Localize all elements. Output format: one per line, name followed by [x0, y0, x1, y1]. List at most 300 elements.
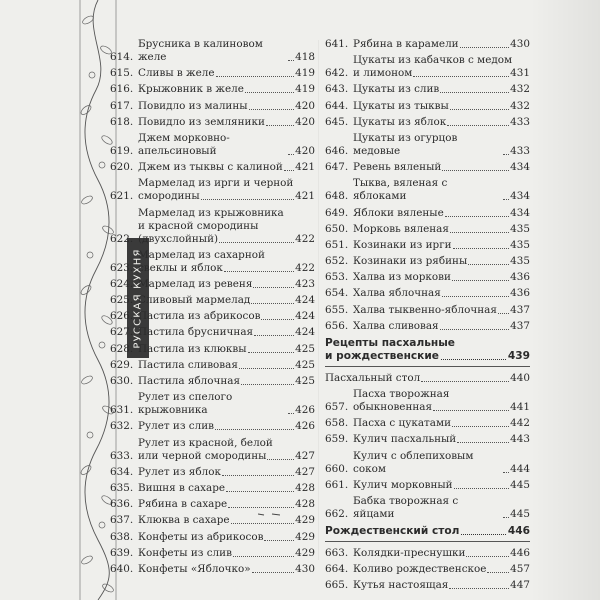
entry-title: Козинаки из ирги [353, 238, 452, 251]
entry-title: Морковь вяленая [353, 222, 449, 235]
entry-number: 642. [325, 67, 349, 80]
entry-number: 621. [110, 190, 134, 203]
toc-entry [325, 304, 530, 317]
entry-number: 625. [110, 294, 134, 307]
entry-title: Пасха с цукатами [353, 417, 451, 430]
entry-title: Джем из тыквы с калиной [138, 161, 283, 174]
entry-page-number: 422 [295, 261, 315, 274]
entry-number: 622. [110, 232, 134, 245]
entry-number: 641. [325, 38, 349, 50]
entry-title: Сливовый мармелад [138, 294, 251, 307]
entry-body [138, 482, 315, 495]
section-heading-last-line [325, 525, 530, 538]
entry-page-number: 419 [295, 67, 315, 80]
toc-entry [110, 132, 315, 158]
entry-page-number: 432 [510, 99, 530, 112]
toc-entry [110, 498, 315, 511]
entry-title: Колядки-преснушки [353, 546, 466, 559]
entry-title: Мармелад из ревеня [138, 277, 253, 290]
entry-title: Конфеты «Яблочко» [138, 562, 251, 575]
entry-number: 645. [325, 115, 349, 128]
entry-number: 638. [110, 530, 134, 543]
entry-body [353, 161, 530, 174]
entry-number: 629. [110, 358, 134, 371]
entry-body [138, 326, 315, 339]
section-heading-line: Рецепты пасхальные [325, 336, 455, 349]
entry-body [353, 579, 530, 592]
entry-body [138, 132, 315, 158]
entry-number: 654. [325, 287, 349, 300]
entry-body [353, 271, 530, 284]
entry-title-line: Рулет из красной, белой [138, 436, 273, 449]
toc-entry [325, 239, 530, 252]
entry-number: 635. [110, 481, 134, 494]
entry-title: (двухслойный) [138, 232, 219, 245]
entry-body [353, 116, 530, 129]
dot-leader [452, 426, 509, 427]
toc-entry [110, 116, 315, 129]
entry-body [353, 38, 530, 51]
dot-leader [433, 410, 509, 411]
entry-title: Джем морковно-апельсиновый [138, 131, 230, 157]
toc-right-column [325, 38, 530, 596]
entry-number: 665. [325, 579, 349, 592]
dot-leader [445, 216, 509, 217]
dot-leader [288, 413, 294, 414]
entry-number: 637. [110, 514, 134, 527]
dot-leader [253, 287, 294, 288]
toc-entry [110, 38, 315, 64]
dot-leader [503, 517, 509, 518]
entry-title: обыкновенная [353, 401, 433, 413]
dot-leader [454, 488, 510, 489]
toc-entry [325, 417, 530, 430]
dot-leader [461, 534, 505, 535]
dot-leader [266, 125, 294, 126]
entry-number: 644. [325, 99, 349, 112]
dot-leader [222, 475, 294, 476]
entry-title: Коливо рождественское [353, 563, 487, 576]
entry-title: Тыква, вяленая с яблоками [353, 177, 448, 203]
entry-title: Цукаты из яблок [353, 115, 447, 128]
entry-body [138, 563, 315, 576]
dot-leader [466, 556, 509, 557]
toc-entry [325, 495, 530, 521]
entry-body [353, 239, 530, 252]
section-heading [325, 337, 530, 363]
toc-entry [110, 563, 315, 576]
toc-entry [325, 388, 530, 414]
entry-title: Пастила брусничная [138, 326, 254, 339]
entry-number: 653. [325, 271, 349, 284]
entry-title: Кутья настоящая [353, 579, 449, 592]
toc-entry [110, 83, 315, 96]
entry-page-number: 445 [510, 507, 530, 520]
toc-entry [110, 310, 315, 323]
entry-page-number: 434 [510, 190, 530, 203]
toc-entry [325, 433, 530, 446]
entry-title: Рябина в карамели [353, 38, 459, 50]
entry-number: 631. [110, 404, 134, 417]
entry-page-number: 429 [295, 530, 315, 543]
entry-page-number: 424 [295, 310, 315, 323]
section-title: и рождественские [325, 349, 439, 362]
entry-title: смородины [138, 190, 200, 203]
entry-last-line [138, 450, 315, 463]
entry-body [138, 67, 315, 80]
entry-page-number: 434 [510, 206, 530, 219]
dot-leader [267, 459, 294, 460]
toc-entry [325, 54, 530, 80]
toc-entry [110, 207, 315, 246]
entry-page-number: 430 [295, 562, 315, 575]
entry-page-number: 425 [295, 358, 315, 371]
spine-label-text: РУССКАЯ КУХНЯ [132, 247, 144, 349]
dot-leader [442, 170, 509, 171]
toc-entry [110, 514, 315, 527]
entry-title: Рябина в сахаре [138, 498, 228, 511]
entry-page-number: 426 [295, 404, 315, 417]
toc-entry [110, 177, 315, 203]
entry-page-number: 437 [510, 319, 530, 332]
pen-mark [258, 513, 280, 516]
toc-entry [110, 531, 315, 544]
entry-body [138, 359, 315, 372]
entry-title: Ревень вяленый [353, 161, 442, 174]
entry-body [353, 304, 530, 317]
entry-page-number: 429 [295, 514, 315, 527]
entry-number: 633. [110, 449, 134, 462]
dot-leader [264, 540, 294, 541]
dot-leader [239, 368, 294, 369]
entry-title: Халва тыквенно-яблочная [353, 303, 497, 316]
entry-page-number: 435 [510, 255, 530, 268]
toc-entry [325, 38, 530, 51]
entry-title-line: Мармелад из ирги и черной [138, 177, 294, 190]
entry-number: 651. [325, 238, 349, 251]
dot-leader [450, 109, 509, 110]
entry-title: Пастила сливовая [138, 358, 238, 371]
entry-body [353, 320, 530, 333]
entry-body [138, 375, 315, 388]
entry-title: Повидло из земляники [138, 115, 265, 128]
dot-leader [468, 264, 509, 265]
entry-page-number: 418 [295, 51, 315, 63]
entry-title: Яблоки вяленые [353, 206, 444, 219]
entry-number: 634. [110, 465, 134, 478]
dot-leader [201, 199, 295, 200]
entry-body [353, 388, 530, 414]
toc-entry [325, 579, 530, 592]
toc-entry [110, 100, 315, 113]
dot-leader [254, 335, 294, 336]
section-divider [325, 366, 530, 367]
entry-number: 632. [110, 420, 134, 433]
toc-entry [325, 100, 530, 113]
entry-page-number: 433 [510, 115, 530, 128]
entry-body [138, 547, 315, 560]
entry-last-line [353, 401, 530, 414]
entry-number: 614. [110, 51, 134, 63]
entry-title: и лимоном [353, 67, 413, 80]
toc-entry [325, 83, 530, 96]
dot-leader [251, 303, 294, 304]
entry-page-number: 445 [510, 478, 530, 491]
entry-last-line [353, 67, 530, 80]
dot-leader [503, 154, 509, 155]
toc-entry [325, 116, 530, 129]
entry-number: 660. [325, 462, 349, 475]
entry-body [353, 563, 530, 576]
entry-last-line [138, 233, 315, 246]
entry-body [353, 54, 530, 80]
entry-body [138, 310, 315, 323]
entry-title: Крыжовник в желе [138, 83, 244, 96]
entry-page-number: 432 [510, 83, 530, 96]
entry-page-number: 430 [510, 38, 530, 50]
entry-title: Пастила яблочная [138, 375, 241, 387]
entry-number: 628. [110, 342, 134, 355]
entry-number: 627. [110, 326, 134, 339]
entry-title-line: Мармелад из сахарной [138, 248, 265, 261]
entry-page-number: 447 [510, 579, 530, 592]
toc-entry [325, 547, 530, 560]
entry-title: или черной смородины [138, 449, 267, 462]
entry-body [353, 433, 530, 446]
entry-body [138, 100, 315, 113]
entry-page-number: 419 [295, 83, 315, 96]
entry-title: Цукаты из тыквы [353, 99, 449, 112]
entry-body [138, 83, 315, 96]
entry-body [138, 437, 315, 463]
toc-entry [325, 479, 530, 492]
toc-entry [110, 67, 315, 80]
toc-entry [325, 287, 530, 300]
entry-title-line: и красной смородины [138, 219, 259, 232]
toc-entry [325, 132, 530, 158]
entry-page-number: 457 [510, 563, 530, 576]
entry-body [138, 207, 315, 246]
entry-number: 657. [325, 401, 349, 413]
entry-title: Цукаты из слив [353, 83, 440, 96]
entry-page-number: 433 [510, 144, 530, 157]
entry-body [138, 38, 315, 64]
entry-number: 661. [325, 478, 349, 491]
entry-page-number: 422 [295, 232, 315, 245]
dot-leader [421, 381, 509, 382]
entry-body [353, 100, 530, 113]
dot-leader [241, 384, 294, 385]
dot-leader [442, 296, 509, 297]
entry-body [353, 450, 530, 476]
dot-leader [249, 109, 295, 110]
dot-leader [457, 442, 509, 443]
column-gutter [318, 40, 319, 560]
entry-title: Халва из моркови [353, 271, 451, 284]
entry-number: 659. [325, 433, 349, 446]
dot-leader [216, 76, 295, 77]
entry-title: Козинаки из рябины [353, 255, 468, 268]
entry-number: 646. [325, 144, 349, 157]
dot-leader [440, 329, 510, 330]
dot-leader [224, 271, 294, 272]
dot-leader [219, 242, 294, 243]
entry-number: 620. [110, 161, 134, 174]
entry-page-number: 426 [295, 420, 315, 433]
entry-number: 619. [110, 144, 134, 157]
entry-title: Рулет из яблок [138, 465, 221, 478]
entry-page-number: 424 [295, 294, 315, 307]
entry-page-number: 423 [295, 277, 315, 290]
toc-entry [325, 255, 530, 268]
entry-number: 658. [325, 417, 349, 430]
entry-page-number: 420 [295, 115, 315, 128]
entry-body [138, 294, 315, 307]
entry-body [138, 391, 315, 417]
toc-entry [110, 420, 315, 433]
entry-number: 650. [325, 222, 349, 235]
section-page-number: 446 [507, 524, 530, 537]
entry-body [138, 466, 315, 479]
entry-body [138, 161, 315, 174]
entry-title: свеклы и яблок [138, 261, 223, 274]
entry-last-line [138, 262, 315, 275]
entry-page-number: 436 [510, 271, 530, 284]
entry-page-number: 428 [295, 481, 315, 494]
section-heading-last-line [325, 350, 530, 363]
dot-leader [248, 352, 295, 353]
dot-leader [228, 507, 294, 508]
toc-entry [110, 482, 315, 495]
entry-body [353, 223, 530, 236]
entry-title: Пастила из клюквы [138, 342, 247, 355]
dot-leader [498, 313, 509, 314]
entry-body [353, 479, 530, 492]
toc-entry [110, 326, 315, 339]
entry-body [353, 255, 530, 268]
entry-title: Конфеты из абрикосов [138, 530, 264, 543]
section-divider [325, 541, 530, 542]
subsection-title: Пасхальный стол [325, 371, 421, 384]
entry-page-number: 431 [510, 67, 530, 80]
entry-page-number: 434 [510, 161, 530, 174]
entry-number: 652. [325, 255, 349, 268]
entry-body [138, 498, 315, 511]
entry-number: 630. [110, 375, 134, 387]
entry-number: 647. [325, 161, 349, 174]
entry-body [138, 514, 315, 527]
entry-body [353, 177, 530, 203]
toc-entry [110, 359, 315, 372]
entry-title: Кулич пасхальный [353, 433, 457, 446]
entry-page-number: 424 [295, 326, 315, 339]
entry-page-number: 435 [510, 238, 530, 251]
toc-entry [325, 207, 530, 220]
section-heading [325, 525, 530, 538]
entry-title: Цукаты из огурцов медовые [353, 131, 458, 157]
entry-number: 662. [325, 507, 349, 520]
entry-body [138, 278, 315, 291]
toc-entry [325, 223, 530, 236]
entry-page-number: 427 [295, 465, 315, 478]
entry-number: 623. [110, 261, 134, 274]
entry-body [353, 417, 530, 430]
dot-leader [503, 472, 509, 473]
entry-title: Кулич с облепиховым соком [353, 449, 474, 475]
entry-number: 636. [110, 498, 134, 511]
dot-leader [453, 248, 510, 249]
entry-page-number: 441 [510, 401, 530, 413]
entry-number: 624. [110, 277, 134, 290]
dot-leader [450, 232, 509, 233]
dot-leader [449, 588, 509, 589]
entry-page-number: 435 [510, 222, 530, 235]
entry-number: 616. [110, 83, 134, 96]
entry-title: Пастила из абрикосов [138, 310, 261, 323]
dot-leader [261, 319, 294, 320]
toc-entry [325, 563, 530, 576]
entry-number: 617. [110, 99, 134, 112]
dot-leader [233, 556, 294, 557]
entry-page-number: 446 [510, 546, 530, 559]
dot-leader [288, 154, 294, 155]
entry-number: 648. [325, 190, 349, 203]
entry-number: 643. [325, 83, 349, 96]
toc-entry [110, 278, 315, 291]
entry-title: Клюква в сахаре [138, 514, 230, 527]
toc-entry [325, 161, 530, 174]
entry-body [353, 132, 530, 158]
entry-body [353, 207, 530, 220]
toc-entry [110, 547, 315, 560]
entry-page-number: 437 [510, 303, 530, 316]
entry-page-number: 443 [510, 433, 530, 446]
dot-leader [231, 523, 295, 524]
dot-leader [440, 92, 509, 93]
entry-title: Кулич морковный [353, 478, 453, 491]
dot-leader [503, 199, 509, 200]
toc-entry [325, 320, 530, 333]
section-page-number: 439 [507, 349, 530, 362]
entry-title: Сливы в желе [138, 67, 215, 80]
entry-title: Халва сливовая [353, 319, 439, 332]
entry-number: 618. [110, 115, 134, 128]
toc-entry [110, 343, 315, 356]
subsection-page-number: 440 [510, 371, 530, 384]
entry-body [353, 83, 530, 96]
entry-number: 626. [110, 310, 134, 323]
entry-body [138, 343, 315, 356]
dot-leader [441, 359, 506, 360]
dot-leader [288, 60, 294, 61]
entry-number: 639. [110, 546, 134, 559]
toc-entry [325, 177, 530, 203]
entry-page-number: 420 [295, 99, 315, 112]
entry-page-number: 425 [295, 342, 315, 355]
entry-title-line: Пасха творожная [353, 388, 450, 400]
dot-leader [460, 47, 510, 48]
entry-title: Конфеты из слив [138, 546, 232, 559]
entry-number: 649. [325, 206, 349, 219]
entry-number: 640. [110, 562, 134, 575]
entry-number: 655. [325, 303, 349, 316]
dot-leader [252, 572, 294, 573]
entry-page-number: 420 [295, 144, 315, 157]
dot-leader [245, 92, 294, 93]
entry-body [138, 116, 315, 129]
entry-body [138, 249, 315, 275]
page-edge-shadow [530, 0, 600, 600]
